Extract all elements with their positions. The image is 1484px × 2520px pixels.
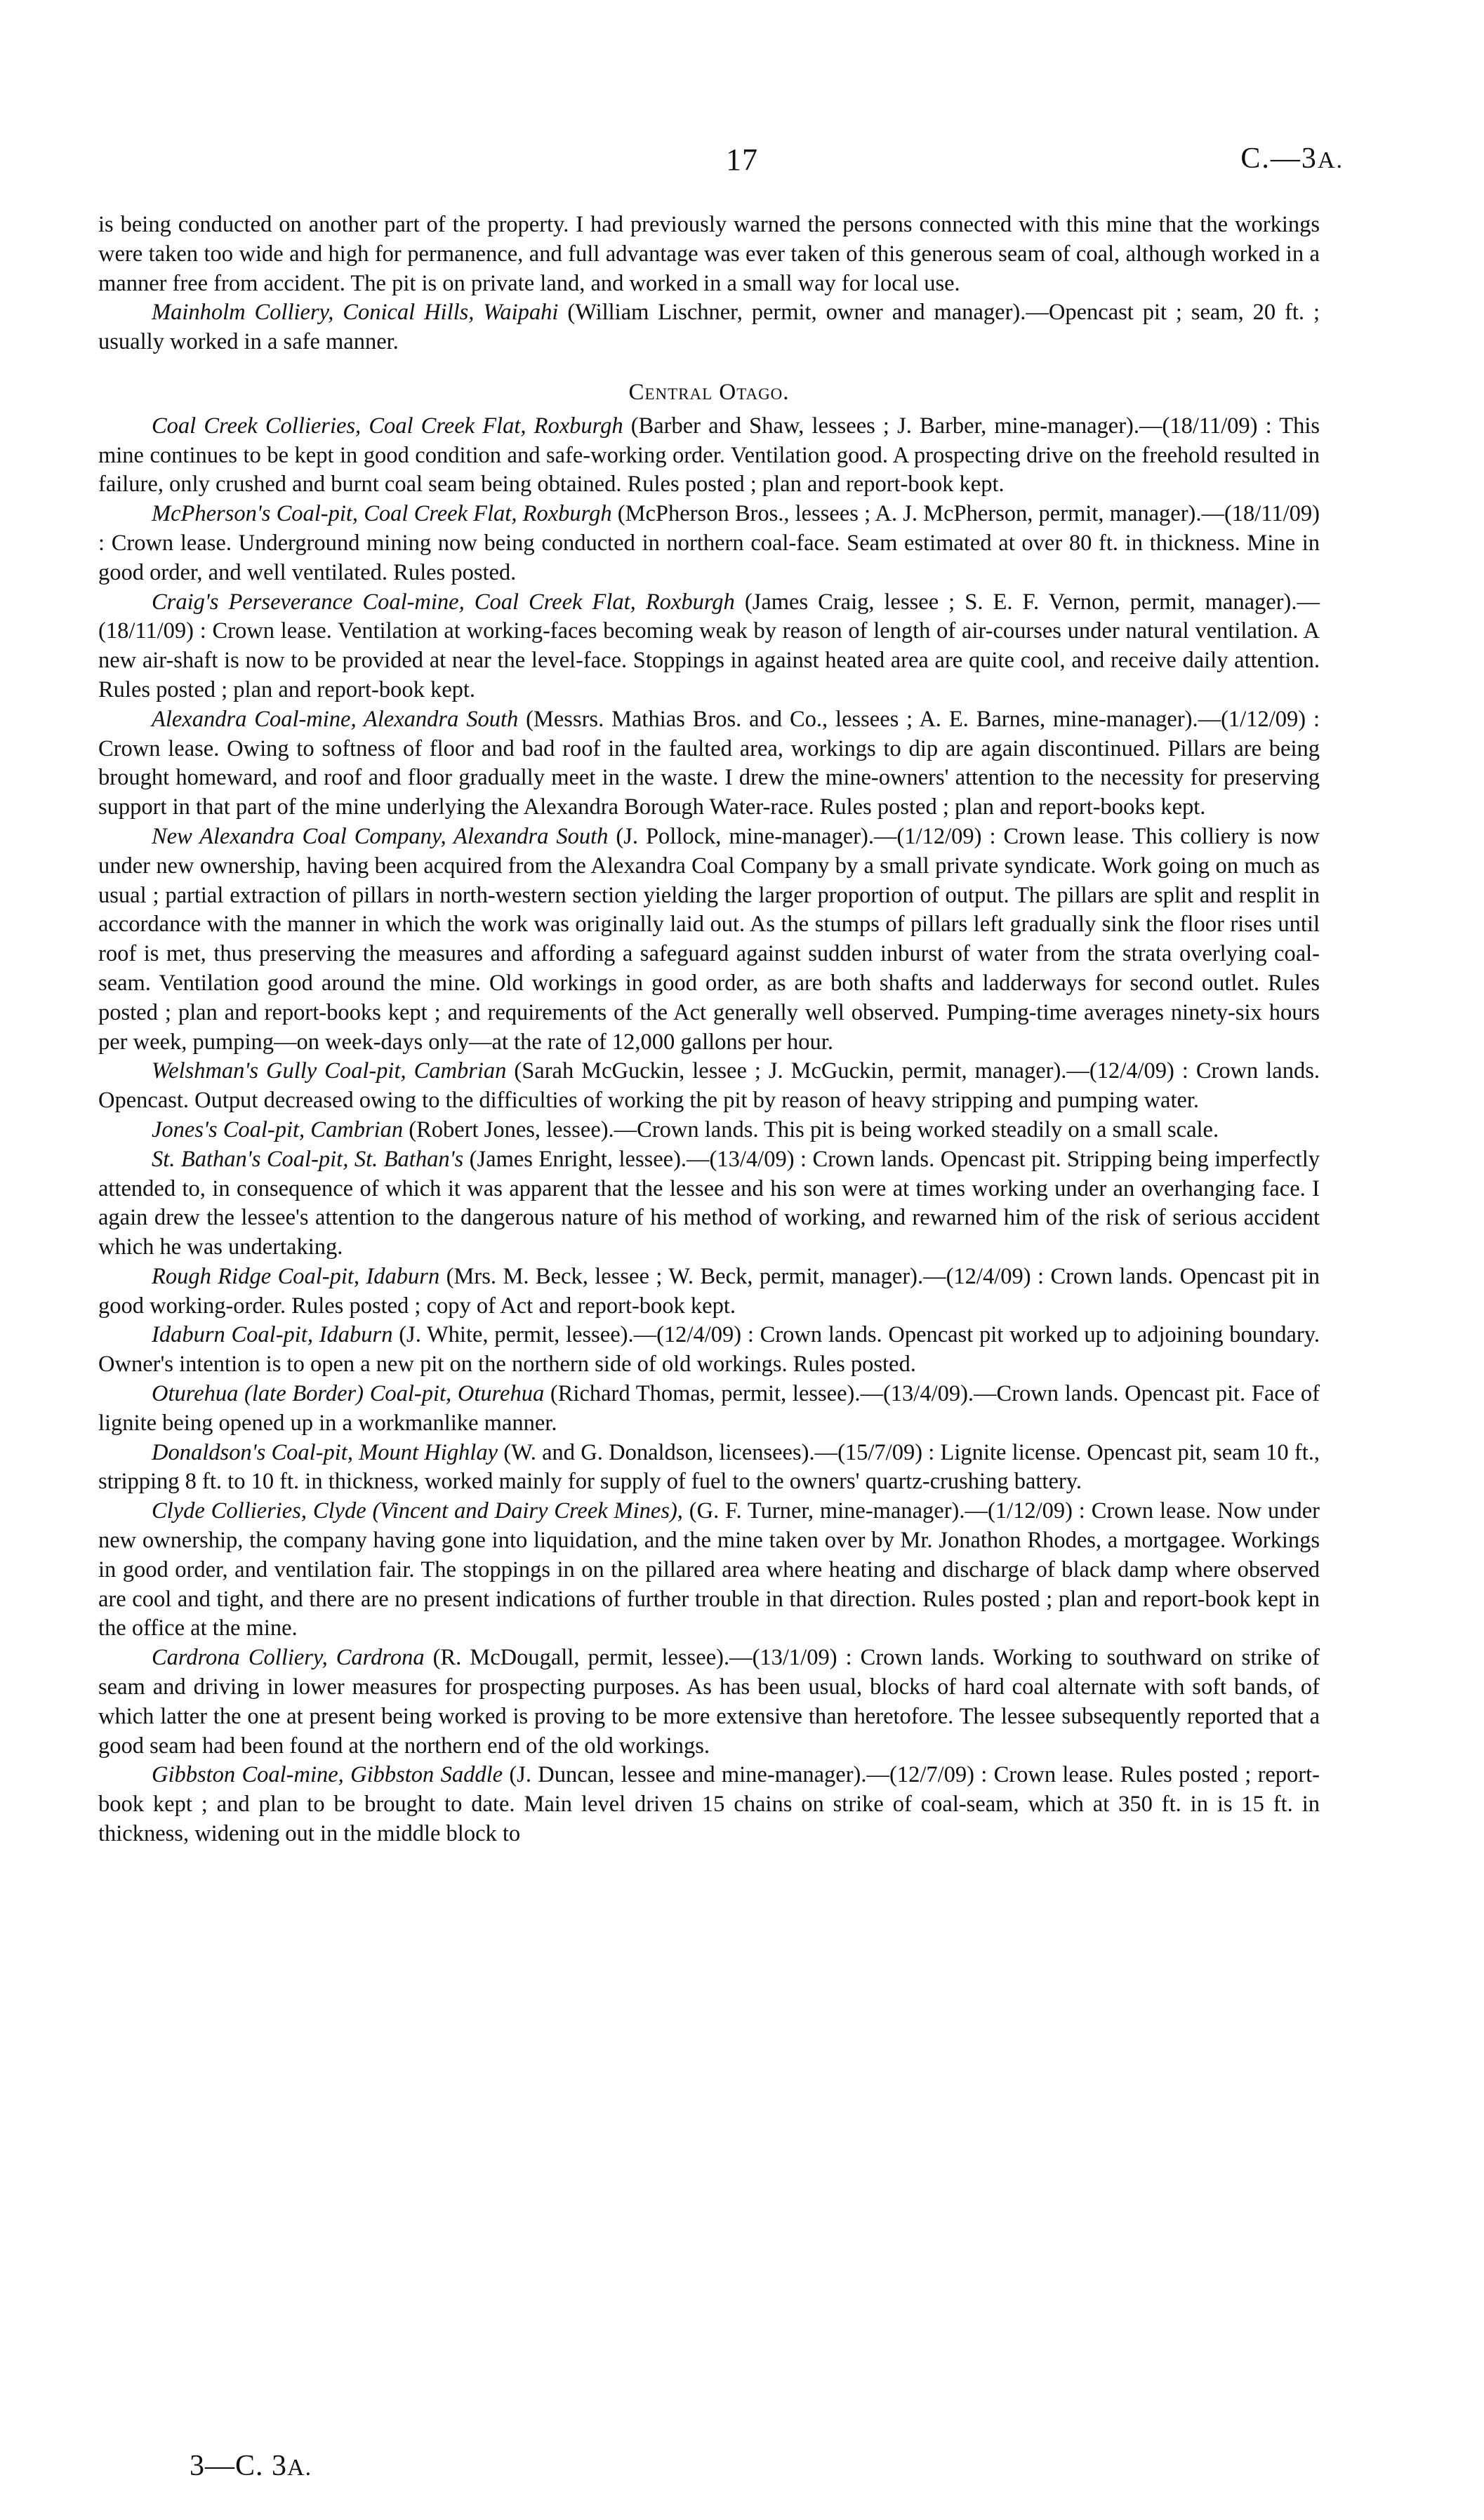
page-number: 17 bbox=[726, 142, 758, 177]
entry-text: (J. Duncan, lessee and mine-manager).—(12/7/09) : Crown lease. Rules posted ; report-book kept ; and plan to be brought to date. Main level driven 15 chains on strike of coal-seam, which at 350 ft. in is 15 ft. in thickness, widening out in the middle block to bbox=[98, 1762, 1320, 1847]
entry-name: Rough Ridge Coal-pit, Idaburn bbox=[152, 1263, 440, 1289]
entry-text: (Mrs. M. Beck, lessee ; W. Beck, permit, manager).—(12/4/09) : Crown lands. Opencast pit in good working-order. Rules posted ; copy of Act and report-book kept. bbox=[98, 1263, 1320, 1319]
entry-name: Coal Creek Collieries, Coal Creek Flat, Roxburgh bbox=[152, 413, 623, 439]
entry-donaldsons bbox=[98, 1439, 1320, 1498]
entry-text: (Richard Thomas, permit, lessee).—(13/4/09).—Crown lands. Opencast pit. Face of lignite being opened up in a workmanlike manner. bbox=[98, 1381, 1320, 1436]
entry-joness-coal-pit bbox=[98, 1116, 1320, 1145]
entry-text: (Sarah McGuckin, lessee ; J. McGuckin, permit, manager).—(12/4/09) : Crown lands. Opencast. Output decreased owing to the difficulties of working the pit by reason of heavy stripping and pumping water. bbox=[98, 1058, 1320, 1114]
entry-text: (Messrs. Mathias Bros. and Co., lessees ; A. E. Barnes, mine-manager).—(1/12/09) : Crown lease. Owing to softness of floor and bad roof in the faulted area, workings to dip are again discontinued. Pillars are being brought homeward, and roof and floor gradually meet in the waste. I drew the mine-owners' attention to the necessity for preserving support in that part of the mine underlying the Alexandra Borough Water-race. Rules posted ; plan and report-books kept. bbox=[98, 706, 1320, 820]
entry-name: Oturehua (late Border) Coal-pit, Oturehua bbox=[152, 1381, 545, 1407]
entry-name: Craig's Perseverance Coal-mine, Coal Creek Flat, Roxburgh bbox=[152, 589, 735, 615]
entry-text: (James Craig, lessee ; S. E. F. Vernon, permit, manager).—(18/11/09) : Crown lease. Ventilation at working-faces becoming weak by reason of length of air-courses under natural ventilation. A new air-shaft is now to be provided at near the level-face. Stoppings in against heated area are quite cool, and receive daily attention. Rules posted ; plan and report-book kept. bbox=[98, 589, 1320, 702]
signature-prefix: 3—C. 3 bbox=[190, 2450, 288, 2482]
signature-suffix: A. bbox=[287, 2455, 312, 2481]
report-body bbox=[98, 211, 1320, 1849]
entry-idaburn bbox=[98, 1321, 1320, 1380]
entry-name: Clyde Collieries, Clyde (Vincent and Dairy Creek Mines) bbox=[152, 1498, 677, 1524]
entry-name: Jones's Coal-pit, Cambrian bbox=[152, 1116, 404, 1142]
entry-name: Cardrona Colliery, Cardrona bbox=[152, 1645, 425, 1671]
entry-mcphersons-coal-pit bbox=[98, 500, 1320, 587]
continuation-paragraph: is being conducted on another part of the property. I had previously warned the persons connected with this mine that the workings were taken too wide and high for permanence, and full advantage was ever taken of this generous seam of coal, although worked in a manner free from accident. The pit is on private land, and worked in a small way for local use. bbox=[98, 212, 1320, 296]
entry-oturehua bbox=[98, 1380, 1320, 1439]
entry-name: Gibbston Coal-mine, Gibbston Saddle bbox=[152, 1762, 503, 1788]
entry-name: New Alexandra Coal Company, Alexandra South bbox=[152, 823, 609, 849]
entry-text: (J. Pollock, mine-manager).—(1/12/09) : Crown lease. This colliery is now under new ownership, having been acquired from the Alexandra Coal Company by a small private syndicate. Work going on much as usual ; partial extraction of pillars in north-western section yielding the larger proportion of output. The pillars are split and resplit in accordance with the manner in which the work was originally laid out. As the stumps of pillars left gradually sink the floor rises until roof is met, thus preserving the measures and affording a safeguard against sudden inburst of water from the strata overlying coal-seam. Ventilation good around the mine. Old workings in good order, as are both shafts and ladderways for second outlet. Rules posted ; plan and report-books kept ; and requirements of the Act generally well observed. Pumping-time averages ninety-six hours per week, pumping—on week-days only—at the rate of 12,000 gallons per hour. bbox=[98, 823, 1320, 1055]
entry-name: Alexandra Coal-mine, Alexandra South bbox=[152, 706, 519, 732]
entry-text: (W. and G. Donaldson, licensees).—(15/7/09) : Lignite license. Opencast pit, seam 10 ft., stripping 8 ft. to 10 ft. in thickness, worked mainly for supply of fuel to the owners' quartz-crushing battery. bbox=[98, 1439, 1320, 1495]
entry-clyde-collieries bbox=[98, 1497, 1320, 1644]
entry-welshmans-gully bbox=[98, 1057, 1320, 1116]
entry-alexandra-coal-mine bbox=[98, 705, 1320, 822]
entry-st-bathans bbox=[98, 1145, 1320, 1262]
entry-text: , (G. F. Turner, mine-manager).—(1/12/09) : Crown lease. Now under new ownership, the company having gone into liquidation, and the mine taken over by Mr. Jonathon Rhodes, a mortgagee. Workings in good order, and ventilation fair. The stoppings in on the pillared area where heating and discharge of black damp where observed are cool and tight, and there are no present indications of further trouble in that direction. Rules posted ; plan and report-book kept in the office at the mine. bbox=[98, 1498, 1320, 1641]
entry-name: McPherson's Coal-pit, Coal Creek Flat, Roxburgh bbox=[152, 501, 612, 527]
document-reference-prefix: C.—3 bbox=[1240, 142, 1318, 175]
entry-name: St. Bathan's Coal-pit, St. Bathan's bbox=[152, 1146, 464, 1172]
entry-cardrona-colliery bbox=[98, 1644, 1320, 1761]
entry-name: Welshman's Gully Coal-pit, Cambrian bbox=[152, 1058, 507, 1084]
entry-mainholm bbox=[98, 298, 1320, 357]
entry-gibbston-coal-mine bbox=[98, 1761, 1320, 1848]
document-reference-suffix: A. bbox=[1317, 147, 1344, 173]
entry-text: (Robert Jones, lessee).—Crown lands. This pit is being worked steadily on a small scale. bbox=[403, 1116, 1219, 1142]
entry-text: (Barber and Shaw, lessees ; J. Barber, mine-manager).—(18/11/09) : This mine continues to be kept in good condition and safe-working order. Ventilation good. A prospecting drive on the freehold resulted in failure, only crushed and burnt coal seam being obtained. Rules posted ; plan and report-book kept. bbox=[98, 413, 1320, 498]
entry-text: (J. White, permit, lessee).—(12/4/09) : Crown lands. Opencast pit worked up to adjoining boundary. Owner's intention is to open a new pit on the northern side of old workings. Rules posted. bbox=[98, 1322, 1320, 1378]
entry-coal-creek-collieries bbox=[98, 412, 1320, 500]
entry-name: Mainholm Colliery, Conical Hills, Waipahi bbox=[152, 300, 559, 326]
entry-text: (R. McDougall, permit, lessee).—(13/1/09) : Crown lands. Working to southward on strike of seam and driving in lower measures for prospecting purposes. As has been usual, blocks of hard coal alternate with soft bands, of which latter the one at present being worked is proving to be more extensive than heretofore. The lessee subsequently reported that a good seam had been found at the northern end of the old workings. bbox=[98, 1645, 1320, 1759]
entry-name: Idaburn Coal-pit, Idaburn bbox=[152, 1322, 393, 1348]
entry-text: (James Enright, lessee).—(13/4/09) : Crown lands. Opencast pit. Stripping being imperfectly attended to, in consequence of which it was apparent that the lessee and his son were at times working under an overhanging face. I again drew the lessee's attention to the dangerous nature of his method of working, and rewarned him of the risk of serious accident which he was undertaking. bbox=[98, 1146, 1320, 1260]
document-reference bbox=[1240, 142, 1344, 175]
section-heading-central-otago: Central Otago. bbox=[628, 379, 790, 405]
entry-name: Donaldson's Coal-pit, Mount Highlay bbox=[152, 1439, 498, 1465]
entry-rough-ridge bbox=[98, 1262, 1320, 1321]
entry-craigs-perseverance bbox=[98, 588, 1320, 705]
entry-text: (William Lischner, permit, owner and manager).—Opencast pit ; seam, 20 ft. ; usually worked in a safe manner. bbox=[98, 300, 1320, 355]
printer-signature-mark bbox=[190, 2449, 312, 2483]
entry-new-alexandra-coal-company bbox=[98, 822, 1320, 1057]
entry-text: (McPherson Bros., lessees ; A. J. McPherson, permit, manager).—(18/11/09) : Crown lease. Underground mining now being conducted in northern coal-face. Seam estimated at over 80 ft. in thickness. Mine in good order, and well ventilated. Rules posted. bbox=[98, 501, 1320, 585]
